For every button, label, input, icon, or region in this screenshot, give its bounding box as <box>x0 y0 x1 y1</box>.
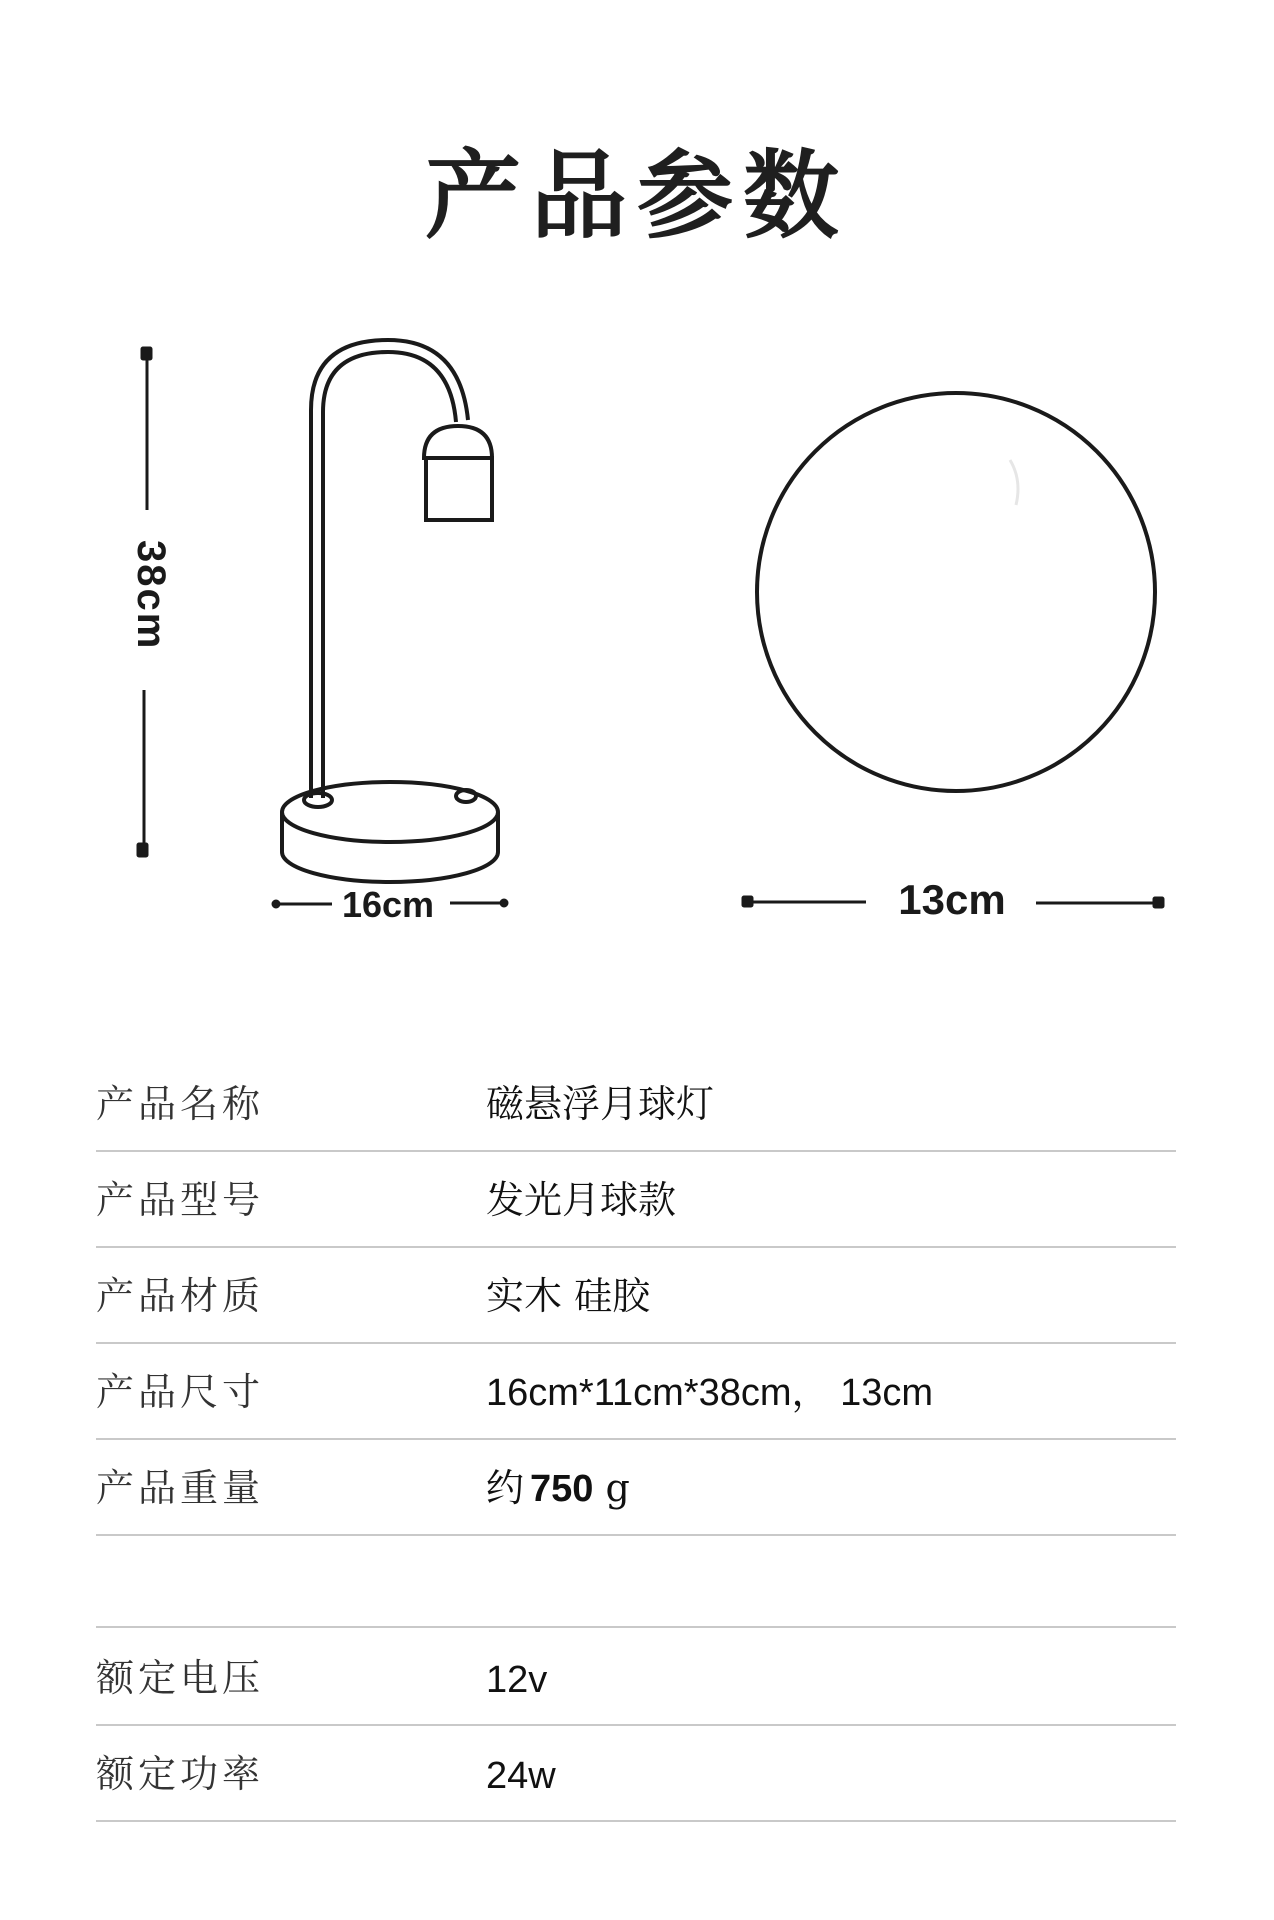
spec-label: 产品材质 <box>96 1274 265 1318</box>
spec-value: 磁悬浮月球灯 <box>486 1082 715 1126</box>
weight-unit: g <box>593 1466 630 1510</box>
moon-width-right-endpoint <box>1153 897 1164 908</box>
height-top-endpoint <box>141 347 152 360</box>
spec-label: 产品尺寸 <box>96 1370 265 1414</box>
moon-width-label: 13cm <box>898 876 1006 923</box>
spec-row-size <box>96 1342 1176 1440</box>
spec-label: 产品型号 <box>96 1178 265 1222</box>
spec-label: 额定电压 <box>96 1656 265 1700</box>
lamp-illustration <box>282 340 498 882</box>
lamp-width-right-endpoint <box>500 899 508 907</box>
spec-row-name <box>96 1054 1176 1152</box>
weight-number: 750 <box>530 1468 594 1510</box>
spec-row-voltage <box>96 1628 1176 1726</box>
weight-prefix: 约 <box>486 1466 525 1510</box>
spec-value: 12v <box>486 1659 548 1701</box>
spec-value-weight <box>486 1457 630 1512</box>
height-bottom-endpoint <box>137 843 148 857</box>
moon-illustration <box>757 393 1155 791</box>
page-title: 产品参数 <box>425 140 849 252</box>
spec-row-power <box>96 1724 1176 1822</box>
spec-row-material <box>96 1246 1176 1344</box>
spec-value: 24w <box>486 1755 556 1797</box>
spec-row-model <box>96 1150 1176 1248</box>
product-dimension-diagram <box>0 300 1274 940</box>
spec-value: 实木 硅胶 <box>486 1274 651 1318</box>
spec-label: 产品名称 <box>96 1082 265 1126</box>
spec-value: 发光月球款 <box>486 1178 677 1222</box>
spec-label: 额定功率 <box>96 1752 265 1796</box>
lamp-width-label: 16cm <box>341 884 435 925</box>
spec-label: 产品重量 <box>96 1466 265 1510</box>
spec-value: 16cm*11cm*38cm， 13cm <box>486 1372 934 1414</box>
height-label: 38cm <box>129 540 173 651</box>
moon-width-left-endpoint <box>742 896 753 907</box>
spec-row-weight <box>96 1438 1176 1536</box>
